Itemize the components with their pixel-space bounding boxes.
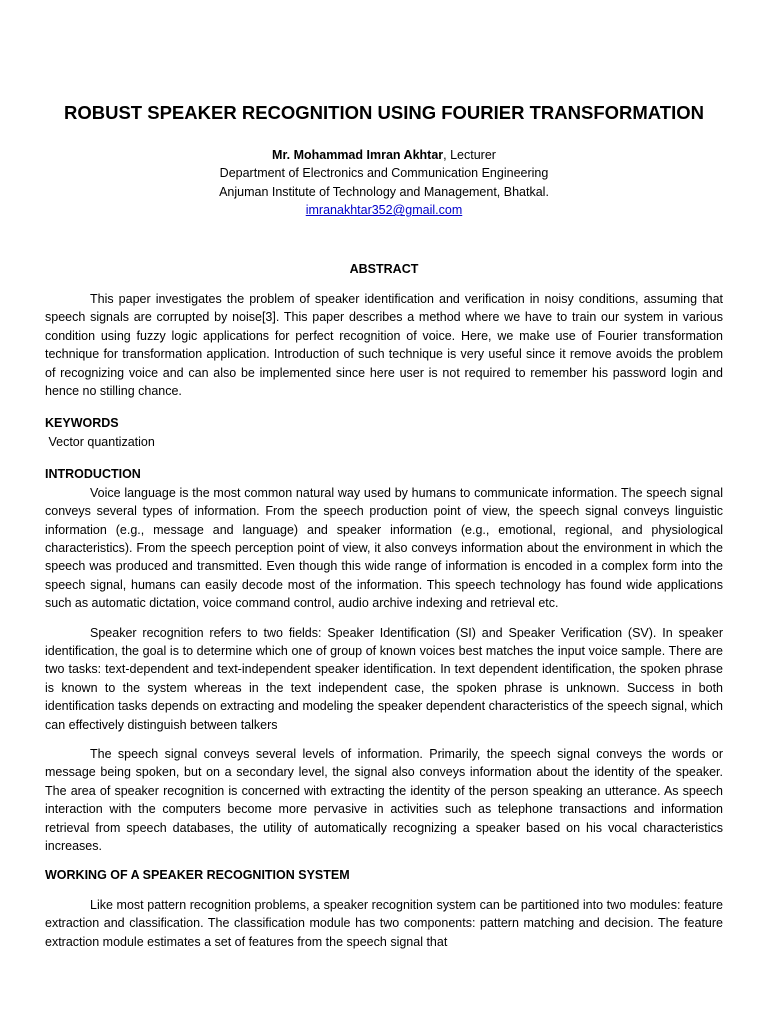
working-heading: WORKING OF A SPEAKER RECOGNITION SYSTEM (45, 868, 350, 883)
author-name: Mr. Mohammad Imran Akhtar (272, 148, 444, 162)
introduction-heading: INTRODUCTION (45, 467, 141, 482)
introduction-paragraph-3: The speech signal conveys several levels of information. Primarily, the speech signal conveys the words or message being spoken, but on a secondary level, the signal also conveys information about the identity of the speaker. The area of speaker recognition is concerned with extracting the identity of the person speaking an utterance. As speech interaction with the computers become more pervasive in activities such as telephone transactions and information retrieval from speech databases, the utility of automatically recognizing a speaker based on his vocal characteristics increases. (45, 746, 723, 853)
author-email-link[interactable]: imranakhtar352@gmail.com (305, 203, 463, 218)
keywords-heading: KEYWORDS (45, 416, 119, 431)
author-role: , Lecturer (443, 148, 496, 162)
introduction-paragraph-1: Voice language is the most common natural way used by humans to communicate information. The speech signal conveys several types of information. From the speech production point of view, the speech signal conveys linguistic information (e.g., message and language) and speaker information (e.g., emotional, regional, and physiological characteristics). From the speech perception point of view, it also conveys information about the environment in which the speech was produced and transmitted. Even though this wide range of information is encoded in a complex form into the speech signal, humans can easily decode most of the information. This speech technology has found wide applications such as automatic dictation, voice command control, audio archive indexing and retrieval etc. (45, 485, 723, 611)
working-paragraph-1: Like most pattern recognition problems, a speaker recognition system can be partitioned into two modules: feature extraction and classification. The classification module has two components: pattern matching and decision. The feature extraction module estimates a set of features from the speech signal that (45, 897, 723, 949)
author-department: Department of Electronics and Communication Engineering (219, 166, 549, 181)
abstract-heading: ABSTRACT (349, 261, 419, 276)
author-block (45, 146, 723, 220)
paper-title: ROBUST SPEAKER RECOGNITION USING FOURIER TRANSFORMATION (64, 102, 704, 123)
author-line (45, 146, 723, 164)
keywords-text: Vector quantization (45, 434, 155, 449)
abstract-text: This paper investigates the problem of speaker identification and verification in noisy conditions, assuming that speech signals are corrupted by noise[3]. This paper describes a method where we have to train our system in various condition using fuzzy logic applications for perfect recognition of voice. Here, we make use of Fourier transformation technique for transformation application. Introduction of such technique is very useful since it remove avoids the problem of recognizing voice and can also be implemented since here user is not required to remember his password login and hence no stilling chance. (45, 292, 723, 399)
introduction-paragraph-2: Speaker recognition refers to two fields: Speaker Identification (SI) and Speaker Verification (SV). In speaker identification, the goal is to determine which one of group of known voices best matches the input voice sample. There are two tasks: text-dependent and text-independent speaker identification. In text dependent identification, the spoken phrase is known to the system whereas in the text independent case, the spoken phrase is unknown. Success in both identification tasks depends on extracting and modeling the speaker dependent characteristics of the speech signal, which can effectively distinguish between talkers (45, 625, 723, 732)
author-institute: Anjuman Institute of Technology and Management, Bhatkal. (219, 184, 549, 199)
